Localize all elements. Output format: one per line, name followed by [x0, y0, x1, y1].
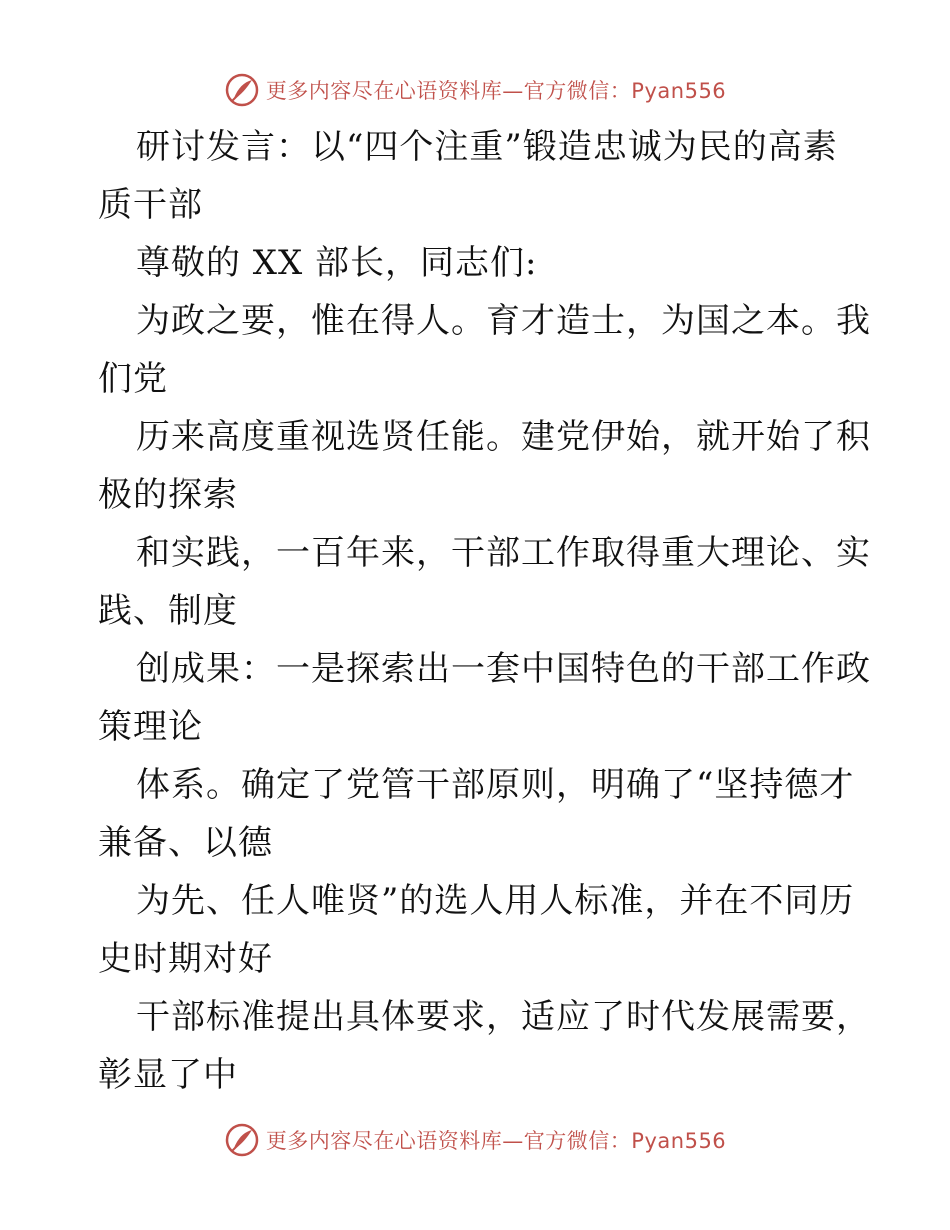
text-line: 体系。确定了党管干部原则，明确了“坚持德才 [136, 765, 855, 805]
document-body [98, 118, 871, 1104]
text-line: 研讨发言：以“四个注重”锻造忠诚为民的高素 [136, 127, 838, 167]
text-line: 为政之要，惟在得人。育才造士，为国之本。我 [136, 301, 871, 341]
footer-banner [0, 1120, 950, 1160]
text-line: 为先、任人唯贤”的选人用人标准，并在不同历 [136, 881, 855, 921]
text-line: 践、制度 [98, 591, 238, 631]
text-line: 干部标准提出具体要求，适应了时代发展需要， [136, 997, 871, 1037]
text-line: 极的探索 [98, 475, 238, 515]
text-line: 策理论 [98, 707, 203, 747]
text-line: 史时期对好 [98, 939, 273, 979]
text-line: 兼备、以德 [98, 823, 273, 863]
header-banner [0, 70, 950, 110]
feather-pen-logo-icon [224, 72, 260, 108]
text-line: 历来高度重视选贤任能。建党伊始，就开始了积 [136, 417, 871, 457]
text-line: 彰显了中 [98, 1055, 238, 1095]
footer-banner-text: 更多内容尽在心语资料库—官方微信：Pyan556 [265, 1129, 727, 1153]
text-line: 创成果：一是探索出一套中国特色的干部工作政 [136, 649, 871, 689]
text-line: 质干部 [98, 185, 203, 225]
feather-pen-logo-icon [224, 1122, 260, 1158]
text-line: 和实践，一百年来，干部工作取得重大理论、实 [136, 533, 871, 573]
header-banner-text: 更多内容尽在心语资料库—官方微信：Pyan556 [265, 79, 727, 103]
text-line: 尊敬的 XX 部长，同志们: [136, 243, 538, 283]
text-line: 们党 [98, 359, 168, 399]
